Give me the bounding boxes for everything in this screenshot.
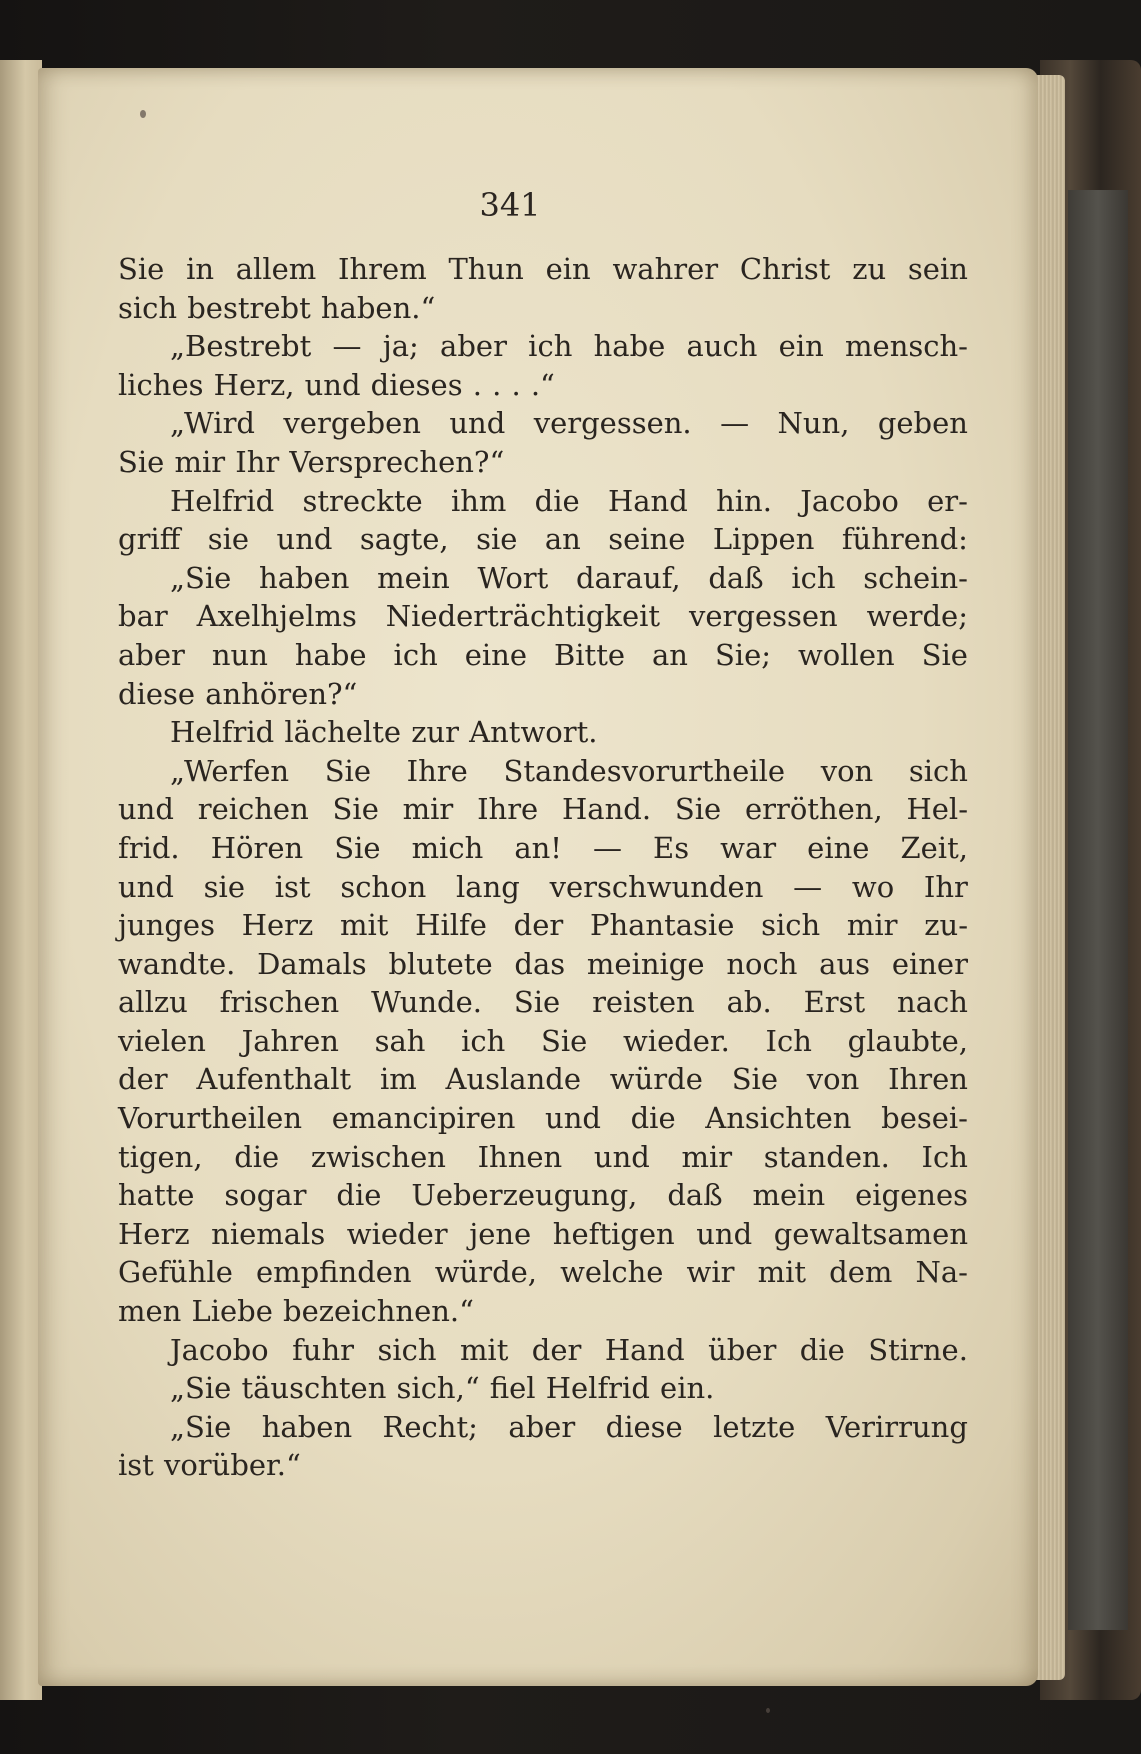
ink-speck	[140, 110, 146, 118]
text-line: der Aufenthalt im Auslande würde Sie von Ihren	[118, 1062, 968, 1097]
text-line: allzu frischen Wunde. Sie reisten ab. Erst nach	[118, 985, 968, 1020]
text-line: Helfrid lächelte zur Antwort.	[170, 715, 598, 750]
page-number: 341	[479, 186, 541, 224]
text-line: „Wird vergeben und vergessen. — Nun, geben	[170, 406, 968, 441]
text-line: „Sie haben mein Wort darauf, daß ich schein-	[170, 560, 968, 595]
text-line: und sie ist schon lang verschwunden — wo Ihr	[118, 869, 968, 904]
book-page	[38, 68, 1038, 1686]
text-line: Vorurtheilen emancipiren und die Ansichten besei-	[118, 1101, 968, 1136]
text-line: vielen Jahren sah ich Sie wieder. Ich glaubte,	[118, 1023, 968, 1058]
book-cover-band	[1068, 190, 1128, 1630]
text-line: diese anhören?“	[118, 676, 358, 711]
text-line: men Liebe bezeichnen.“	[118, 1294, 474, 1329]
text-line: frid. Hören Sie mich an! — Es war eine Zeit,	[118, 830, 968, 865]
text-line: hatte sogar die Ueberzeugung, daß mein eigenes	[118, 1178, 968, 1213]
text-line: Sie mir Ihr Versprechen?“	[118, 444, 505, 479]
left-page-edge	[0, 60, 42, 1700]
text-line: aber nun habe ich eine Bitte an Sie; wollen Sie	[118, 637, 968, 672]
text-line: liches Herz, und dieses . . . .“	[118, 367, 555, 402]
text-line: „Sie täuschten sich,“ fiel Helfrid ein.	[170, 1371, 715, 1406]
ink-speck	[766, 1708, 770, 1713]
text-line: Helfrid streckte ihm die Hand hin. Jacobo er-	[170, 483, 968, 518]
text-line: und reichen Sie mir Ihre Hand. Sie erröthen, Hel-	[118, 792, 968, 827]
text-line: ist vorüber.“	[118, 1448, 301, 1483]
text-line: tigen, die zwischen Ihnen und mir standen. Ich	[118, 1139, 968, 1174]
text-line: griff sie und sagte, sie an seine Lippen führend:	[118, 522, 968, 557]
page-text	[118, 250, 968, 1485]
text-line: bar Axelhjelms Niederträchtigkeit vergessen werde;	[118, 599, 968, 634]
text-line: Gefühle empfinden würde, welche wir mit dem Na-	[118, 1255, 968, 1290]
text-line: Sie in allem Ihrem Thun ein wahrer Christ zu sein	[118, 252, 968, 286]
text-line: Herz niemals wieder jene heftigen und gewaltsamen	[118, 1216, 968, 1251]
text-line: „Sie haben Recht; aber diese letzte Verirrung	[170, 1409, 968, 1444]
text-line: wandte. Damals blutete das meinige noch aus einer	[118, 946, 968, 981]
text-line: Jacobo fuhr sich mit der Hand über die Stirne.	[170, 1332, 968, 1367]
text-line: „Bestrebt — ja; aber ich habe auch ein mensch-	[170, 329, 968, 364]
text-line: „Werfen Sie Ihre Standesvorurtheile von sich	[170, 753, 968, 788]
text-line: junges Herz mit Hilfe der Phantasie sich mir zu-	[118, 908, 968, 943]
text-line: sich bestrebt haben.“	[118, 290, 436, 325]
page-edges	[1035, 75, 1065, 1680]
